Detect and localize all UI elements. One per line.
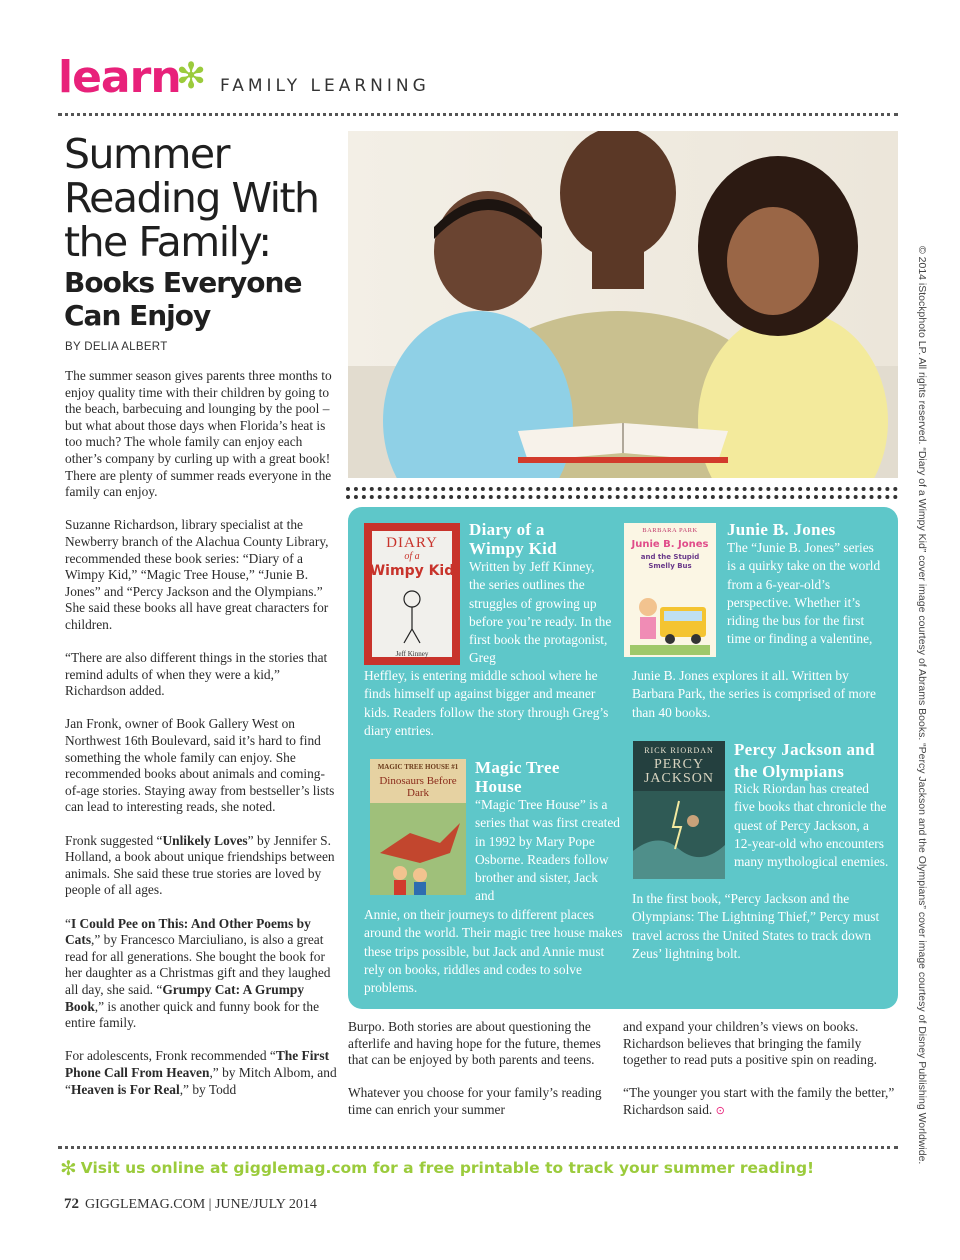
cover-title: JACKSON	[643, 771, 714, 786]
photo-divider	[346, 495, 898, 499]
page-header	[58, 52, 908, 108]
ocean-scene-illustration	[633, 791, 725, 879]
text-run: ” by Jennifer S. Holland, a book about unique friendships between animals. She said these true stories are loved by people of all ages.	[65, 832, 335, 898]
asterisk-icon: ✻	[60, 1156, 77, 1180]
cover-author: BARBARA PARK	[642, 527, 698, 534]
header-divider	[58, 113, 898, 116]
paragraph: Whatever you choose for your family’s reading time can enrich your summer	[348, 1085, 602, 1117]
book-description: In the first book, “Percy Jackson and the Olympians: The Lightning Thief,” Percy must travel across the United States to track down Zeus’ lightning bolt.	[632, 891, 880, 961]
text-run: “	[65, 915, 71, 931]
cartoon-figure-icon	[394, 589, 430, 645]
section-name: FAMILY LEARNING	[220, 76, 430, 96]
section-logo: learn	[58, 52, 181, 103]
cover-series: MAGIC TREE HOUSE #1	[377, 763, 459, 771]
photo-divider	[346, 487, 898, 491]
paragraph	[65, 833, 337, 899]
footer-divider	[58, 1146, 898, 1149]
wimpy-kid-cover	[364, 523, 460, 665]
cover-author: Jeff Kinney	[395, 650, 429, 658]
page-footer	[64, 1196, 317, 1213]
book-description: Written by Jeff Kinney, the series outlines the struggles of growing up before you’re ready. In the first book the protagonist, Greg	[469, 559, 612, 666]
school-bus-icon	[630, 577, 710, 655]
promo-banner	[60, 1156, 814, 1180]
article-subtitle: Books Everyone Can Enjoy	[64, 266, 302, 332]
paragraph: Suzanne Richardson, library specialist at the Newberry branch of the Alachua County Library, recommended these book series: “Diary of a Wimpy Kid,” “Magic Tree House,” “Junie B. Jones” and “Percy Jackson and the Olympians.” She said these books all have great characters for children.	[65, 517, 329, 632]
asterisk-icon: ✻	[176, 56, 207, 97]
cover-title: PERCY	[653, 757, 705, 772]
percy-jackson-cover	[633, 741, 725, 879]
book-title: Diary of a Wimpy Kid	[469, 520, 557, 558]
paragraph: Jan Fronk, owner of Book Gallery West on Northwest 16th Boulevard, said it’s hard to find something the whole family can enjoy. She recommended books about animals and coming-of-age stories. Staying away from bestseller’s lists can lead to interesting reads, she noted.	[65, 716, 335, 815]
book-description: Rick Riordan has created five books that chronicle the quest of Percy Jackson, a 12-year-old who encounters many mythological enemies.	[734, 781, 889, 870]
paragraph: and expand your children’s views on books. Richardson believes that bringing the family together to read puts a positive spin on reading.	[623, 1019, 877, 1068]
dinosaur-illustration	[370, 803, 466, 895]
right-column	[623, 1019, 895, 1136]
end-mark-icon: ⊙	[715, 1104, 725, 1117]
paragraph: Burpo. Both stories are about questioning the afterlife and having hope for the future, themes that can be enjoyed by both parents and teens.	[348, 1019, 601, 1068]
cover-title: Wimpy Kid	[369, 563, 455, 579]
paragraph	[65, 916, 337, 1032]
cover-title: DIARY	[386, 535, 438, 551]
cover-title: of a	[404, 551, 420, 562]
text-run: ,” by Todd	[179, 1081, 237, 1097]
promo-text[interactable]: Visit us online at gigglemag.com for a free printable to track your summer reading!	[80, 1159, 815, 1177]
book-name: I Could Pee on This: And Other Poems by Cats	[65, 915, 311, 948]
book-description: “Magic Tree House” is a series that was first created in 1992 by Mary Pope Osborne. Readers follow brother and sister, Jack and	[475, 797, 621, 904]
book-recommendations-box	[348, 507, 898, 1009]
book-description: Junie B. Jones explores it all. Written by Barbara Park, the series is comprised of more than 40 books.	[632, 668, 876, 720]
photo-illustration	[348, 131, 898, 478]
paragraph	[65, 1048, 337, 1098]
cover-author: RICK RIORDAN	[644, 746, 714, 755]
family-reading-photo	[348, 131, 898, 478]
book-name: The First Phone Call From Heaven	[65, 1048, 330, 1080]
cover-title: Junie B. Jones	[631, 539, 709, 550]
junie-b-jones-cover	[624, 523, 716, 657]
book-title: Percy Jackson and the Olympians	[734, 740, 875, 781]
book-name: Unlikely Loves	[162, 832, 248, 848]
left-column	[65, 368, 337, 1115]
book-title: Junie B. Jones	[727, 520, 836, 539]
text-run: “The younger you start with the family the better,” Richardson said.	[623, 1085, 895, 1117]
byline: BY DELIA ALBERT	[65, 341, 168, 353]
footer-text: GIGGLEMAG.COM | JUNE/JULY 2014	[85, 1197, 317, 1212]
page-number: 72	[64, 1196, 79, 1212]
book-description: The “Junie B. Jones” series is a quirky take on the world from a 6-year-old’s perspective. Whether it’s riding the bus for the first time or finding a valentine,	[727, 540, 881, 647]
magic-tree-house-cover	[370, 759, 466, 895]
text-run: ,” by Francesco Marciuliano, is also a great read for all generations. She bought the book for her daughter as a Christmas gift and they laughed all day, she said. “	[65, 932, 331, 997]
text-run: For adolescents, Fronk recommended “	[65, 1048, 276, 1064]
book-description: Annie, on their journeys to different places around the world. Their magic tree house makes these trips possible, but Jack and Annie must rely on books, riddles and codes to solve problems.	[364, 907, 623, 996]
book-name: Grumpy Cat: A Grumpy Book	[65, 981, 305, 1014]
cover-subtitle: and the Stupid Smelly Bus	[640, 553, 700, 570]
paragraph: The summer season gives parents three months to enjoy quality time with their children by going to the beach, barbecuing and lounging by the pool – but what about those days when Florida’s heat is too much? The whole family can enjoy each other’s company by curling up with a great book! There are plenty of summer reads everyone in the family can enjoy.	[65, 368, 332, 500]
paragraph: “There are also different things in the stories that remind adults of when they were a kid,” Richardson added.	[65, 650, 328, 699]
text-run: ,” by Mitch Albom, and “	[65, 1064, 337, 1097]
cover-title: Dinosaurs Before Dark	[379, 775, 457, 799]
text-run: Fronk suggested “	[65, 832, 163, 848]
book-description: Heffley, is entering middle school where he finds himself up against bigger and meaner kids. Readers follow the story through Greg’s diary entries.	[364, 668, 609, 738]
paragraph	[623, 1085, 895, 1119]
article-title: Summer Reading With the Family:	[64, 130, 319, 266]
book-name: Heaven is For Real	[70, 1081, 180, 1097]
text-run: ,” is another quick and funny book for the entire family.	[65, 998, 320, 1031]
middle-column	[348, 1019, 610, 1135]
book-title: Magic Tree House	[475, 758, 560, 796]
image-credit: © 2014 iStockphoto LP. All rights reserved. “Diary of a Wimpy Kid” cover image courtesy of Abrams Books. “Percy Jackson and the Olympians” cover image courtesy of Disney Publishing Worldwide.	[916, 246, 928, 1165]
